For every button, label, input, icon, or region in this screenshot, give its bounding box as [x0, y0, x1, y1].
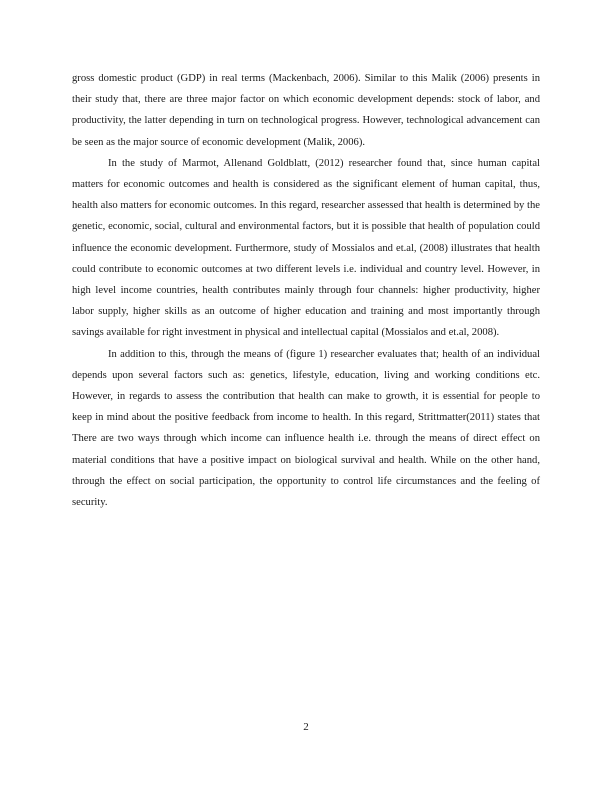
page-number: 2 [303, 721, 309, 733]
paragraph-marmot-study: In the study of Marmot, Allenand Goldblatt, (2012) researcher found that, since human capital matters for economic outcomes and health is considered as the significant element of human capital, thus, health also matters for economic outcomes. In this regard, researcher assessed that health is determined by the genetic, economic, social, cultural and environmental factors, but it is possible that health of population could influence the economic development. Furthermore, study of Mossialos and et.al, (2008) illustrates that health could contribute to economic outcomes at two different levels i.e. individual and country level. However, in high level income countries, health contributes mainly through four channels: higher productivity, higher labor supply, higher skills as an outcome of higher education and training and most importantly through savings available for right investment in physical and intellectual capital (Mossialos and et.al, 2008). [72, 157, 540, 339]
paragraph-continued: gross domestic product (GDP) in real terms (Mackenbach, 2006). Similar to this Malik (2006) presents in their study that, there are three major factor on which economic development depends: stock of labor, and productivity, the latter depending in turn on technological progress. However, technological advancement can be seen as the major source of economic development (Malik, 2006). [72, 73, 540, 148]
paragraph-health-factors: In addition to this, through the means of (figure 1) researcher evaluates that; health of an individual depends upon several factors such as: genetics, lifestyle, education, living and working conditions etc. However, in regards to assess the contribution that health can make to growth, it is essential for people to keep in mind about the positive feedback from income to health. In this regard, Strittmatter(2011) states that There are two ways through which income can influence health i.e. through the means of direct effect on material conditions that have a positive impact on biological survival and health. While on the other hand, through the effect on social participation, the opportunity to control life circumstances and the feeling of security. [72, 348, 540, 509]
page-body [72, 68, 540, 513]
